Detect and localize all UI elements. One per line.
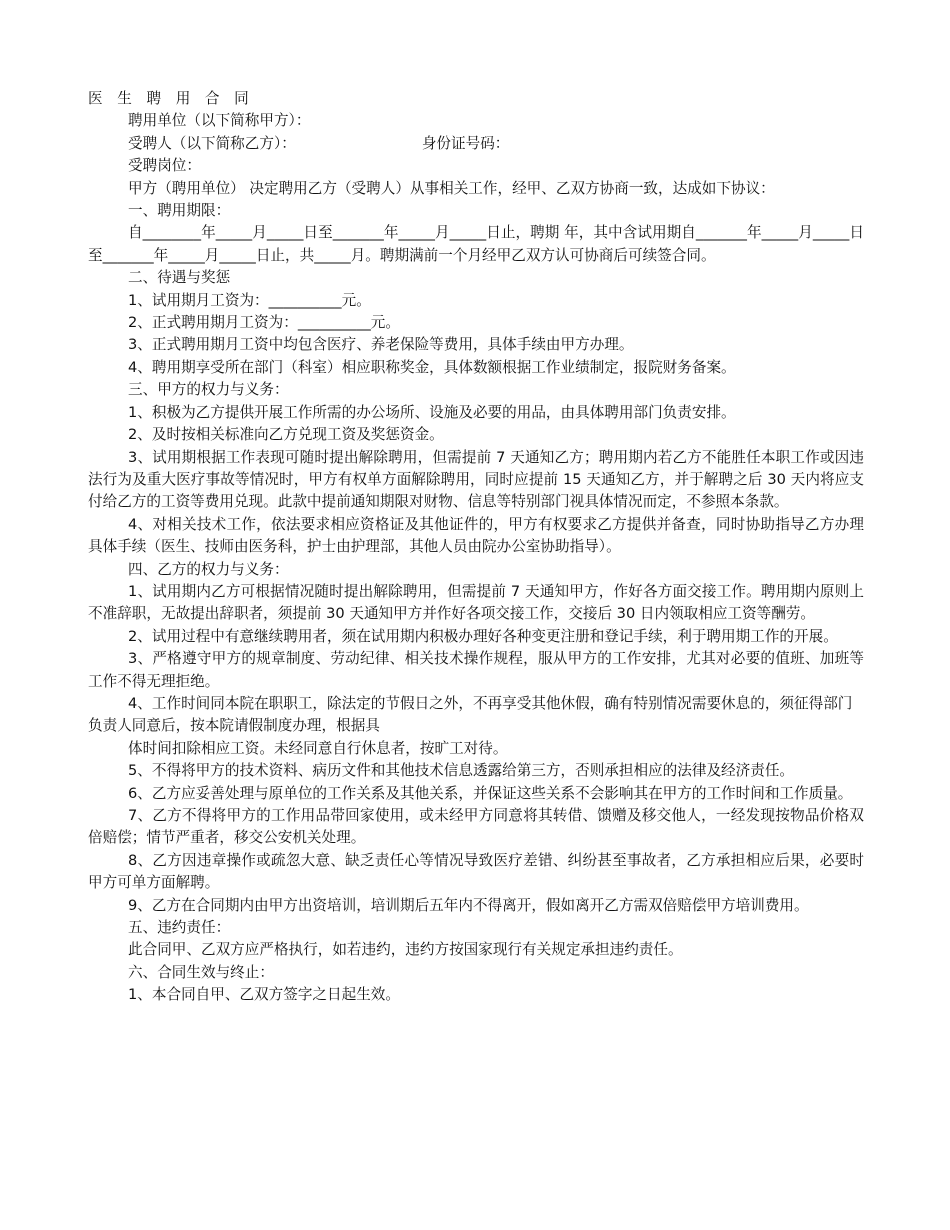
section-3-heading: 三、甲方的权力与义务：: [128, 381, 289, 399]
section-1-text: 自________年_____月_____日至_______年_____月_____日止，聘期 年，其中含试用期自_______年_____月_____日至_______年_____月_____日止，共_____月。聘期满前一个月经甲乙双方认可协商后可续签合同。: [88, 224, 864, 264]
section-4-item: 8、乙方因违章操作或疏忽大意、缺乏责任心等情况导致医疗差错、纠纷甚至事故者，乙方承担相应后果，必要时甲方可单方面解聘。: [88, 851, 864, 892]
intro-paragraph: 甲方（聘用单位） 决定聘用乙方（受聘人）从事相关工作，经甲、乙双方协商一致，达成如下协议：: [128, 179, 775, 197]
section-4-item: 4、工作时间同本院在职职工，除法定的节假日之外，不再享受其他休假，确有特别情况需要休息的，须征得部门负责人同意后，按本院请假制度办理，根据具: [88, 694, 853, 735]
section-4-heading: 四、乙方的权力与义务：: [128, 560, 289, 578]
contract-page: [88, 88, 864, 1007]
section-4-item: 6、乙方应妥善处理与原单位的工作关系及其他关系，并保证这些关系不会影响其在甲方的工作时间和工作质量。: [128, 784, 853, 802]
section-4-item: 3、严格遵守甲方的规章制度、劳动纪律、相关技术操作规程，服从甲方的工作安排，尤其对必要的值班、加班等工作不得无理拒绝。: [88, 650, 864, 690]
employee-label: 受聘人（以下简称乙方）：: [128, 134, 296, 152]
section-3-item: 2、及时按相关标准向乙方兑现工资及奖惩资金。: [128, 426, 444, 444]
section-6-heading: 六、合同生效与终止：: [128, 963, 274, 981]
section-6-item: 1、本合同自甲、乙双方签字之日起生效。: [128, 986, 400, 1004]
employer-line: 聘用单位（以下简称甲方）：: [128, 112, 311, 130]
section-4-item: 2、试用过程中有意继续聘用者，须在试用期内积极办理好各种变更注册和登记手续，利于聘用期工作的开展。: [128, 627, 838, 645]
section-3-item: 3、试用期根据工作表现可随时提出解除聘用，但需提前 7 天通知乙方；聘用期内若乙方不能胜任本职工作或因违法行为及重大医疗事故等情况时，甲方有权单方面解除聘用，同时应提前 15 天通知乙方，并于解聘之后 30 天内将应支付给乙方的工资等费用兑现。此款中提前通知期限对财物、信息等特别部门视具体情况而定，不参照本条款。: [88, 448, 864, 511]
section-3-item: 1、积极为乙方提供开展工作所需的办公场所、设施及必要的用品，由具体聘用部门负责安排。: [128, 403, 736, 421]
section-5-text: 此合同甲、乙双方应严格执行，如若违约，违约方按国家现行有关规定承担违约责任。: [128, 941, 683, 959]
section-2-item: 1、试用期月工资为：__________元。: [128, 291, 371, 309]
section-5-heading: 五、违约责任：: [128, 919, 231, 937]
document-title: 医 生 聘 用 合 同: [88, 90, 254, 107]
position-line: 受聘岗位：: [128, 157, 201, 175]
section-2-item: 4、聘用期享受所在部门（科室）相应职称奖金，具体数额根据工作业绩制定，报院财务备案。: [128, 358, 736, 376]
section-2-item: 2、正式聘用期月工资为：__________元。: [128, 314, 400, 332]
section-4-item: 1、试用期内乙方可根据情况随时提出解除聘用，但需提前 7 天通知甲方，作好各方面交接工作。聘用期内原则上不准辞职，无故提出辞职者，须提前 30 天通知甲方并作好各项交接工作，交接后 30 日内领取相应工资等酬劳。: [88, 582, 864, 623]
section-4-item: 9、乙方在合同期内由甲方出资培训，培训期后五年内不得离开，假如离开乙方需双倍赔偿甲方培训费用。: [128, 896, 809, 914]
section-4-item: 7、乙方不得将甲方的工作用品带回家使用，或未经甲方同意将其转借、馈赠及移交他人，一经发现按物品价格双倍赔偿；情节严重者，移交公安机关处理。: [88, 807, 864, 847]
section-2-heading: 二、待遇与奖惩: [128, 269, 231, 287]
section-3-item: 4、对相关技术工作，依法要求相应资格证及其他证件的，甲方有权要求乙方提供并备查，同时协助指导乙方办理具体手续（医生、技师由医务科，护士由护理部，其他人员由院办公室协助指导）。: [88, 515, 864, 556]
id-number-label: 身份证号码：: [421, 134, 510, 152]
section-4-item-continued: 体时间扣除相应工资。未经同意自行休息者，按旷工对待。: [128, 739, 508, 757]
section-4-item: 5、不得将甲方的技术资料、病历文件和其他技术信息透露给第三方，否则承担相应的法律及经济责任。: [128, 762, 795, 780]
employee-line: [88, 133, 864, 155]
section-1-heading: 一、聘用期限：: [128, 202, 231, 220]
section-2-item: 3、正式聘用期月工资中均包含医疗、养老保险等费用，具体手续由甲方办理。: [128, 336, 634, 354]
